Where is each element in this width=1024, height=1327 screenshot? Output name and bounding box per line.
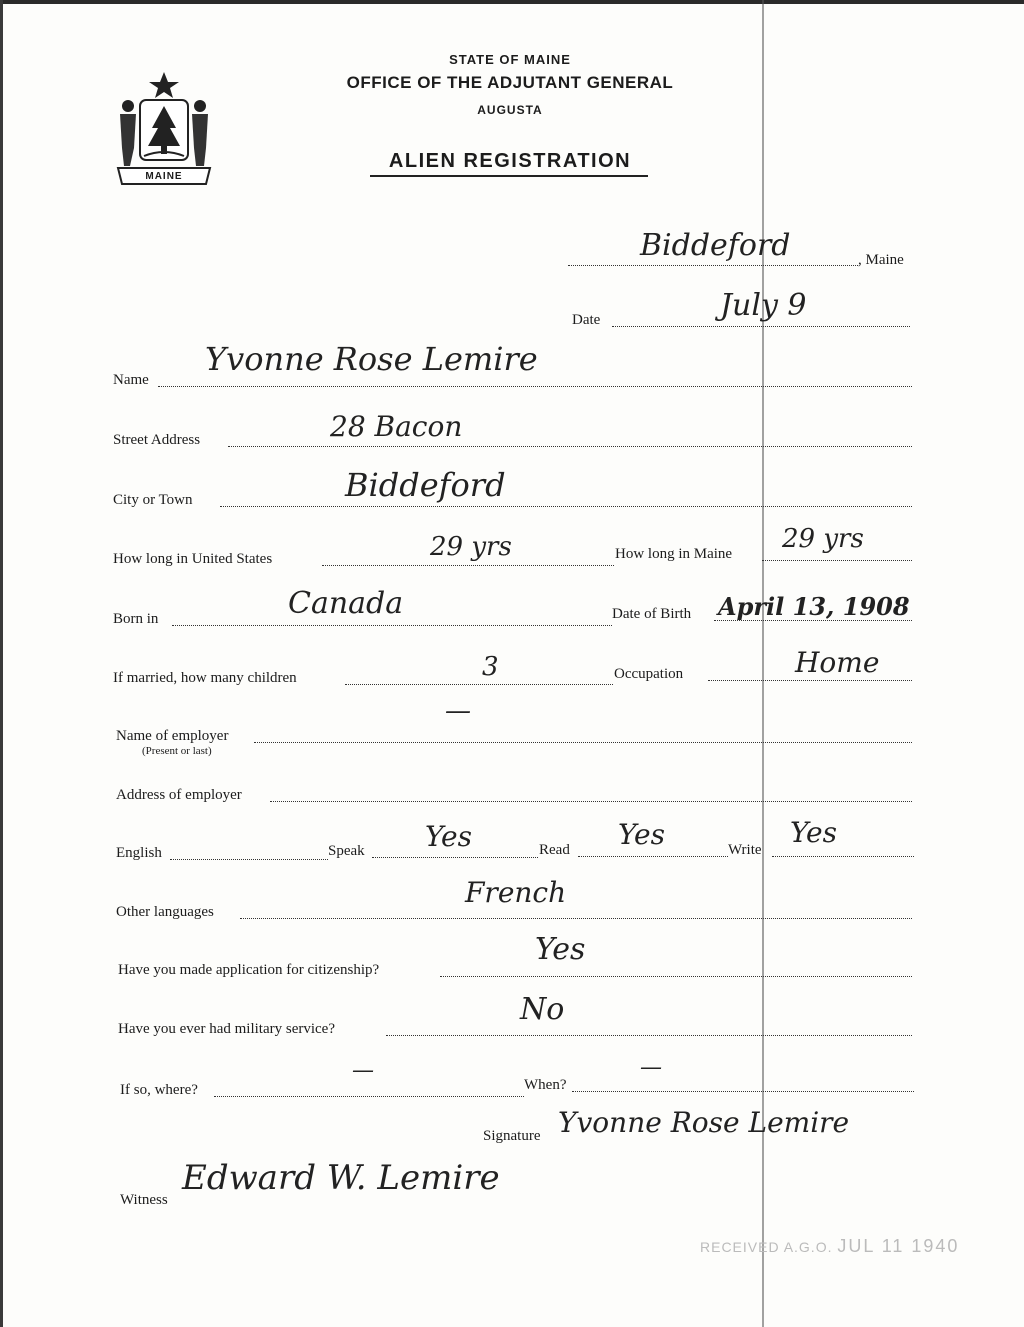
date-value: July 9 <box>720 288 807 323</box>
seal-banner-text: MAINE <box>145 171 183 182</box>
years-maine-value: 29 yrs <box>782 524 864 554</box>
military-value: No <box>520 992 565 1027</box>
other-languages-label: Other languages <box>116 904 214 920</box>
employer-address-line <box>270 801 912 802</box>
where-label: If so, where? <box>120 1082 198 1098</box>
header-office: OFFICE OF THE ADJUTANT GENERAL <box>346 73 674 92</box>
received-stamp-prefix: RECEIVED A.G.O. <box>700 1239 833 1255</box>
name-label: Name <box>113 372 149 388</box>
citizenship-label: Have you made application for citizenship? <box>118 962 380 978</box>
born-in-label: Born in <box>113 611 159 627</box>
children-label: If married, how many children <box>113 670 297 686</box>
city-label: City or Town <box>113 492 193 508</box>
speak-label: Speak <box>328 843 365 859</box>
signature-label: Signature <box>483 1128 541 1144</box>
years-us-line <box>322 565 614 566</box>
citizenship-value: Yes <box>535 932 586 967</box>
page-border-top <box>0 0 1024 4</box>
street-line <box>228 446 912 447</box>
dob-value: April 13, 1908 <box>718 592 910 621</box>
employer-value: — <box>445 696 471 726</box>
occupation-value: Home <box>795 646 880 679</box>
witness-label: Witness <box>120 1192 168 1208</box>
name-value: Yvonne Rose Lemire <box>205 340 538 378</box>
witness-value: Edward W. Lemire <box>182 1158 500 1198</box>
where-value: — <box>352 1058 374 1083</box>
write-line <box>772 856 914 857</box>
military-line <box>386 1035 912 1036</box>
location-suffix: , Maine <box>858 252 904 268</box>
location-line <box>568 265 858 266</box>
write-label: Write <box>728 842 762 858</box>
born-in-value: Canada <box>288 586 404 621</box>
occupation-label: Occupation <box>614 666 684 682</box>
write-value: Yes <box>790 816 837 849</box>
other-languages-line <box>240 918 912 919</box>
page-border-left <box>0 0 3 1327</box>
citizenship-line <box>440 976 912 977</box>
military-label: Have you ever had military service? <box>118 1021 335 1037</box>
location-value: Biddeford <box>640 228 791 263</box>
speak-value: Yes <box>425 820 472 853</box>
header-city: AUGUSTA <box>477 103 543 117</box>
date-line <box>612 326 910 327</box>
read-label: Read <box>539 842 570 858</box>
date-label: Date <box>572 312 601 328</box>
dob-label: Date of Birth <box>612 606 692 622</box>
maine-seal-emblem <box>110 70 218 190</box>
english-line <box>170 859 328 860</box>
received-stamp-date: JUL 11 1940 <box>837 1236 960 1256</box>
read-value: Yes <box>618 818 665 851</box>
read-line <box>578 856 728 857</box>
years-maine-line <box>762 560 912 561</box>
where-line <box>214 1096 524 1097</box>
form-title: ALIEN REGISTRATION <box>388 150 632 172</box>
born-in-line <box>172 625 612 626</box>
years-us-label: How long in United States <box>113 551 273 567</box>
english-label: English <box>116 845 162 861</box>
employer-address-label: Address of employer <box>116 787 242 803</box>
city-value: Biddeford <box>345 466 506 504</box>
name-line <box>158 386 912 387</box>
when-line <box>572 1091 914 1092</box>
header-state: STATE OF MAINE <box>449 52 571 67</box>
years-maine-label: How long in Maine <box>615 546 733 562</box>
occupation-line <box>708 680 912 681</box>
city-line <box>220 506 912 507</box>
employer-label: Name of employer <box>116 728 229 744</box>
when-label: When? <box>524 1077 567 1093</box>
received-stamp <box>700 1236 959 1257</box>
children-line <box>345 684 613 685</box>
employer-line <box>254 742 912 743</box>
employer-sublabel: (Present or last) <box>142 745 212 757</box>
children-value: 3 <box>482 652 499 682</box>
street-label: Street Address <box>113 432 201 448</box>
street-value: 28 Bacon <box>330 410 463 443</box>
form-title-underline <box>370 175 648 177</box>
other-languages-value: French <box>465 876 567 909</box>
years-us-value: 29 yrs <box>430 532 512 562</box>
signature-value: Yvonne Rose Lemire <box>558 1106 850 1139</box>
when-value: — <box>640 1055 662 1080</box>
speak-line <box>372 857 538 858</box>
